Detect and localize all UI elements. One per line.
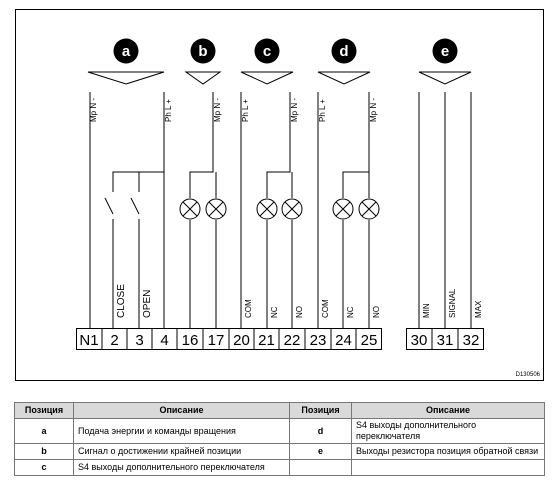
legend-pos	[290, 460, 352, 476]
group-bracket-b	[186, 72, 220, 84]
signal-label-close: CLOSE	[116, 284, 127, 318]
terminal-label: 21	[258, 332, 275, 349]
wire-label: Ph L +	[241, 98, 250, 122]
group-bracket-c	[241, 72, 293, 84]
legend-pos: c	[15, 460, 74, 476]
signal-label-open: OPEN	[142, 289, 153, 318]
legend-desc: Сигнал о достижении крайней позиции	[74, 444, 290, 460]
terminal-label: 32	[462, 332, 480, 349]
legend-header-row	[15, 403, 545, 419]
svg-text:e: e	[440, 43, 450, 60]
signal-label: MAX	[474, 300, 483, 318]
group-bracket-e	[419, 72, 471, 84]
group-badge-d	[332, 39, 357, 64]
wire-label: Mp N -	[213, 98, 222, 122]
drawing-code: D130506	[515, 372, 540, 378]
terminal-label: 23	[309, 332, 327, 349]
group-badge-c	[255, 39, 280, 64]
signal-label: MIN	[422, 303, 431, 318]
legend-desc	[352, 460, 545, 476]
lamp-icon	[206, 199, 226, 219]
wire-label: Mp N -	[290, 98, 299, 122]
legend-desc: Подача энергии и команды вращения	[74, 419, 290, 444]
lamp-icon	[359, 199, 379, 219]
legend-row	[15, 419, 545, 444]
legend-desc: Выходы резистора позиция обратной связи	[352, 444, 545, 460]
diagram-frame	[16, 10, 544, 381]
terminal-label: 4	[160, 332, 169, 349]
wire-label: Mp N -	[369, 98, 378, 122]
signal-label: NC	[346, 306, 355, 318]
lamp-icon	[333, 199, 353, 219]
group-bracket-d	[318, 72, 370, 84]
terminal-label: 20	[233, 332, 250, 349]
terminal-label: 31	[436, 332, 454, 349]
terminal-label: 17	[207, 332, 225, 349]
signal-label: SIGNAL	[448, 288, 457, 318]
terminal-label: 24	[335, 332, 352, 349]
wire-label: Ph L +	[318, 98, 327, 122]
terminal-label: 25	[360, 332, 378, 349]
signal-label: COM	[244, 299, 253, 318]
terminal-label: 3	[135, 332, 144, 349]
legend-pos: e	[290, 444, 352, 460]
legend-pos: a	[15, 419, 74, 444]
signal-label: COM	[321, 299, 330, 318]
svg-text:c: c	[262, 43, 272, 60]
legend-header-desc: Описание	[352, 403, 545, 419]
group-badge-a	[114, 39, 139, 64]
lamp-icon	[282, 199, 302, 219]
legend-desc: S4 выходы дополнительного переключателя	[74, 460, 290, 476]
group-bracket-a	[88, 72, 164, 84]
legend-header-pos: Позиция	[15, 403, 74, 419]
terminal-label: 30	[410, 332, 428, 349]
legend-row	[15, 460, 545, 476]
wire-label: Mp N -	[89, 98, 98, 122]
signal-label: NC	[270, 306, 279, 318]
legend-header-desc: Описание	[74, 403, 290, 419]
signal-label: NO	[372, 306, 381, 318]
legend-pos: b	[15, 444, 74, 460]
group-badge-e	[433, 39, 458, 64]
svg-text:a: a	[121, 43, 131, 60]
lamp-icon	[180, 199, 200, 219]
terminal-label: 2	[110, 332, 119, 349]
svg-text:d: d	[339, 43, 349, 60]
terminal-label: 22	[283, 332, 301, 349]
legend-pos: d	[290, 419, 352, 444]
signal-label: NO	[295, 306, 304, 318]
group-badge-b	[191, 39, 216, 64]
legend-table	[14, 402, 545, 476]
legend-row	[15, 444, 545, 460]
wire-label: Ph L +	[164, 98, 173, 122]
legend-desc: S4 выходы дополнительного переключателя	[352, 419, 545, 444]
terminal-label: 16	[181, 332, 199, 349]
svg-text:b: b	[198, 43, 208, 60]
lamp-icon	[257, 199, 277, 219]
terminal-label: N1	[79, 332, 99, 349]
legend-header-pos: Позиция	[290, 403, 352, 419]
